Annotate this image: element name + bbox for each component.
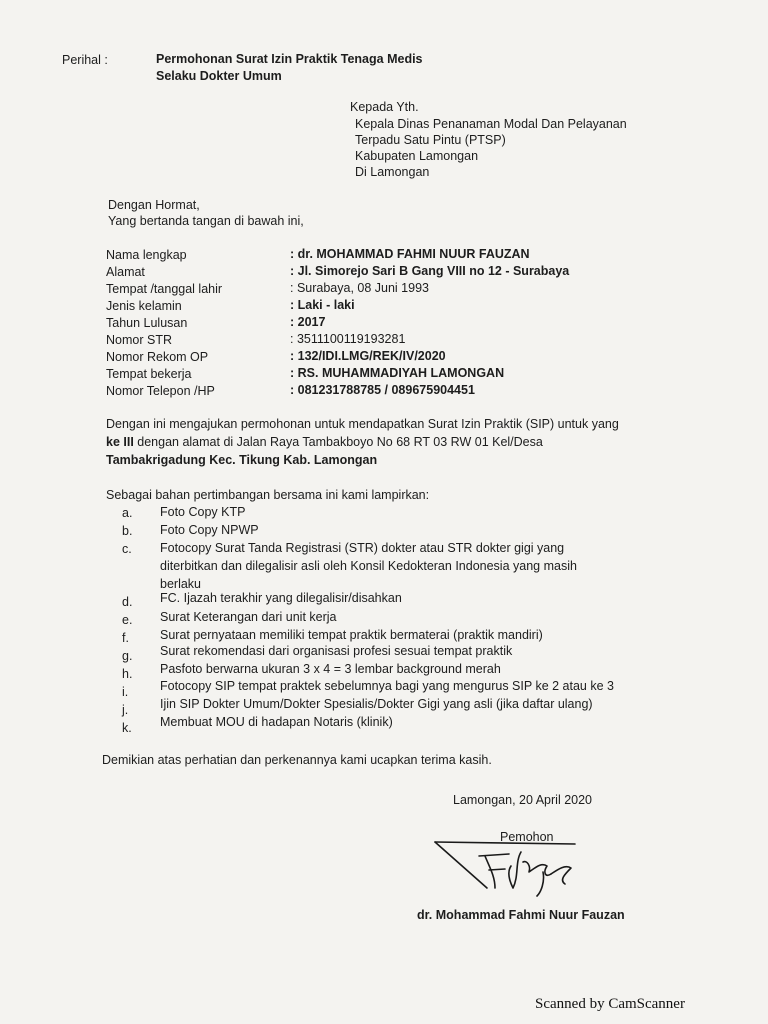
request-line: Tambakrigadung Kec. Tikung Kab. Lamongan xyxy=(106,453,378,467)
field-value: : 2017 xyxy=(290,315,326,329)
field-value: : 081231788785 / 089675904451 xyxy=(290,383,475,397)
signer-name: dr. Mohammad Fahmi Nuur Fauzan xyxy=(417,908,625,922)
attachment-letter: a. xyxy=(122,506,133,520)
field-label: Tempat /tanggal lahir xyxy=(106,282,223,296)
signature-image xyxy=(425,832,595,902)
request-line xyxy=(106,434,543,450)
field-value: : 3511100119193281 xyxy=(290,332,406,346)
recipient-line: Kepala Dinas Penanaman Modal Dan Pelayanan xyxy=(355,117,627,131)
field-value: : dr. MOHAMMAD FAHMI NUUR FAUZAN xyxy=(290,247,530,261)
field-label: Nomor Telepon /HP xyxy=(106,384,215,398)
greeting-line: Yang bertanda tangan di bawah ini, xyxy=(108,214,304,228)
attachment-letter: j. xyxy=(122,703,129,717)
attachment-text: Fotocopy Surat Tanda Registrasi (STR) dokter atau STR dokter gigi yang xyxy=(160,541,565,555)
field-value: : 132/IDI.LMG/REK/IV/2020 xyxy=(290,349,446,363)
attachment-letter: b. xyxy=(122,524,133,538)
attachment-text: Ijin SIP Dokter Umum/Dokter Spesialis/Dokter Gigi yang asli (jika daftar ulang) xyxy=(160,697,593,711)
attachment-letter: c. xyxy=(122,542,132,556)
field-label: Tahun Lulusan xyxy=(106,316,188,330)
place-date: Lamongan, 20 April 2020 xyxy=(453,793,592,807)
perihal-subject-line1: Permohonan Surat Izin Praktik Tenaga Medis xyxy=(156,52,423,66)
attachment-text: Membuat MOU di hadapan Notaris (klinik) xyxy=(160,715,393,729)
field-label: Nomor Rekom OP xyxy=(106,350,209,364)
request-line: Dengan ini mengajukan permohonan untuk mendapatkan Surat Izin Praktik (SIP) untuk yang xyxy=(106,417,619,431)
applicant-label: Pemohon xyxy=(500,830,554,844)
field-label: Nomor STR xyxy=(106,333,172,347)
attachment-text: Surat Keterangan dari unit kerja xyxy=(160,610,337,624)
attachment-text: Foto Copy NPWP xyxy=(160,523,259,537)
scanner-watermark: Scanned by CamScanner xyxy=(535,996,685,1012)
attachments-intro: Sebagai bahan pertimbangan bersama ini kami lampirkan: xyxy=(106,488,430,502)
perihal-subject-line2: Selaku Dokter Umum xyxy=(156,69,282,83)
closing-sentence: Demikian atas perhatian dan perkenannya kami ucapkan terima kasih. xyxy=(102,753,492,767)
attachment-letter: f. xyxy=(122,631,129,645)
field-label: Jenis kelamin xyxy=(106,299,182,313)
field-value: : Laki - laki xyxy=(290,298,355,312)
request-address: dengan alamat di Jalan Raya Tambakboyo No 68 RT 03 RW 01 Kel/Desa xyxy=(133,435,543,449)
perihal-label: Perihal : xyxy=(62,53,108,67)
attachment-letter: g. xyxy=(122,649,133,663)
attachment-text: Foto Copy KTP xyxy=(160,505,246,519)
field-label: Tempat bekerja xyxy=(106,367,192,381)
request-sequence: ke III xyxy=(106,435,134,449)
recipient-line: Terpadu Satu Pintu (PTSP) xyxy=(355,133,506,147)
field-label: Nama lengkap xyxy=(106,248,187,262)
recipient-line: Kabupaten Lamongan xyxy=(355,149,479,163)
recipient-line: Di Lamongan xyxy=(355,165,430,179)
attachment-text: FC. Ijazah terakhir yang dilegalisir/disahkan xyxy=(160,591,402,605)
attachment-text: Fotocopy SIP tempat praktek sebelumnya bagi yang mengurus SIP ke 2 atau ke 3 xyxy=(160,679,614,693)
attachment-letter: h. xyxy=(122,667,133,681)
attachment-letter: i. xyxy=(122,685,129,699)
field-value: : Surabaya, 08 Juni 1993 xyxy=(290,281,429,295)
attachment-letter: d. xyxy=(122,595,133,609)
attachment-text: Surat pernyataan memiliki tempat praktik bermaterai (praktik mandiri) xyxy=(160,628,543,642)
attachment-text: Surat rekomendasi dari organisasi profesi sesuai tempat praktik xyxy=(160,644,513,658)
attachment-letter: k. xyxy=(122,721,132,735)
attachment-text: berlaku xyxy=(160,577,201,591)
field-value: : RS. MUHAMMADIYAH LAMONGAN xyxy=(290,366,505,380)
greeting-line: Dengan Hormat, xyxy=(108,198,200,212)
field-label: Alamat xyxy=(106,265,145,279)
attachment-text: Pasfoto berwarna ukuran 3 x 4 = 3 lembar background merah xyxy=(160,662,501,676)
attachment-text: diterbitkan dan dilegalisir asli oleh Konsil Kedokteran Indonesia yang masih xyxy=(160,559,577,573)
attachment-letter: e. xyxy=(122,613,133,627)
field-value: : Jl. Simorejo Sari B Gang VIII no 12 - Surabaya xyxy=(290,264,570,278)
recipient-line: Kepada Yth. xyxy=(350,100,419,114)
